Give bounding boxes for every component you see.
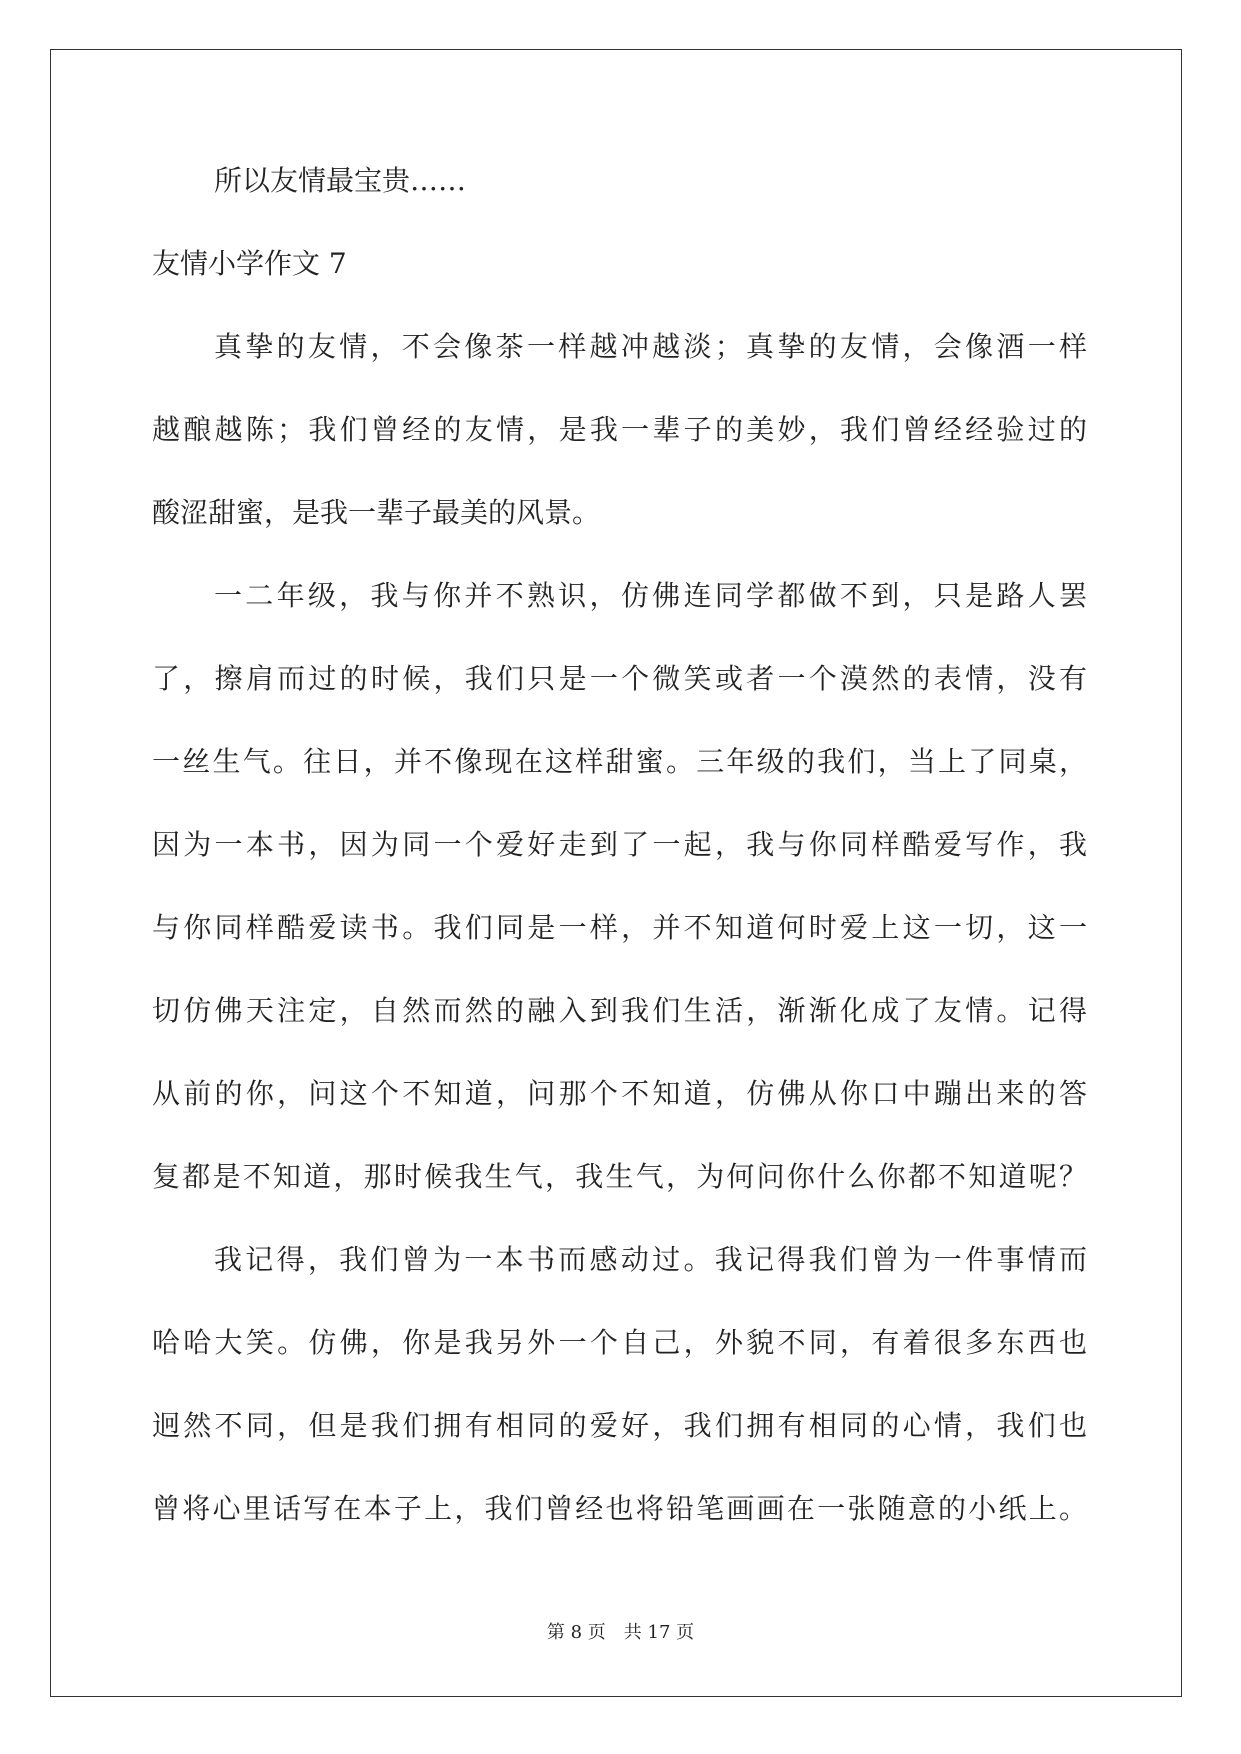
text-line: 切仿佛天注定，自然而然的融入到我们生活，渐渐化成了友情。记得 <box>152 994 1087 1027</box>
text-line: 越酿越陈；我们曾经的友情，是我一辈子的美妙，我们曾经经验过的 <box>152 413 1087 446</box>
text-line: 哈哈大笑。仿佛，你是我另外一个自己，外貌不同，有着很多东西也 <box>152 1326 1087 1359</box>
text-line: 迥然不同，但是我们拥有相同的爱好，我们拥有相同的心情，我们也 <box>152 1409 1087 1442</box>
text-line: 我记得，我们曾为一本书而感动过。我记得我们曾为一件事情而 <box>214 1243 1087 1276</box>
text-line: 曾将心里话写在本子上，我们曾经也将铅笔画画在一张随意的小纸上。 <box>152 1492 1087 1525</box>
page-footer: 第 8 页 共 17 页 <box>546 1622 695 1643</box>
text-line: 真挚的友情，不会像茶一样越冲越淡；真挚的友情，会像酒一样 <box>214 330 1087 363</box>
text-line: 一丝生气。往日，并不像现在这样甜蜜。三年级的我们，当上了同桌， <box>152 745 1087 778</box>
section-heading: 友情小学作文 7 <box>152 247 347 280</box>
text-line: 酸涩甜蜜，是我一辈子最美的风景。 <box>152 496 601 529</box>
text-line: 了，擦肩而过的时候，我们只是一个微笑或者一个漠然的表情，没有 <box>152 662 1087 695</box>
text-line: 从前的你，问这个不知道，问那个不知道，仿佛从你口中蹦出来的答 <box>152 1077 1087 1110</box>
text-line: 一二年级，我与你并不熟识，仿佛连同学都做不到，只是路人罢 <box>214 579 1087 612</box>
text-line: 因为一本书，因为同一个爱好走到了一起，我与你同样酷爱写作，我 <box>152 828 1087 861</box>
text-line: 所以友情最宝贵…… <box>214 164 467 197</box>
document-body <box>152 163 1087 1574</box>
text-line: 与你同样酷爱读书。我们同是一样，并不知道何时爱上这一切，这一 <box>152 911 1087 944</box>
text-line: 复都是不知道，那时候我生气，我生气，为何问你什么你都不知道呢？ <box>152 1160 1087 1193</box>
